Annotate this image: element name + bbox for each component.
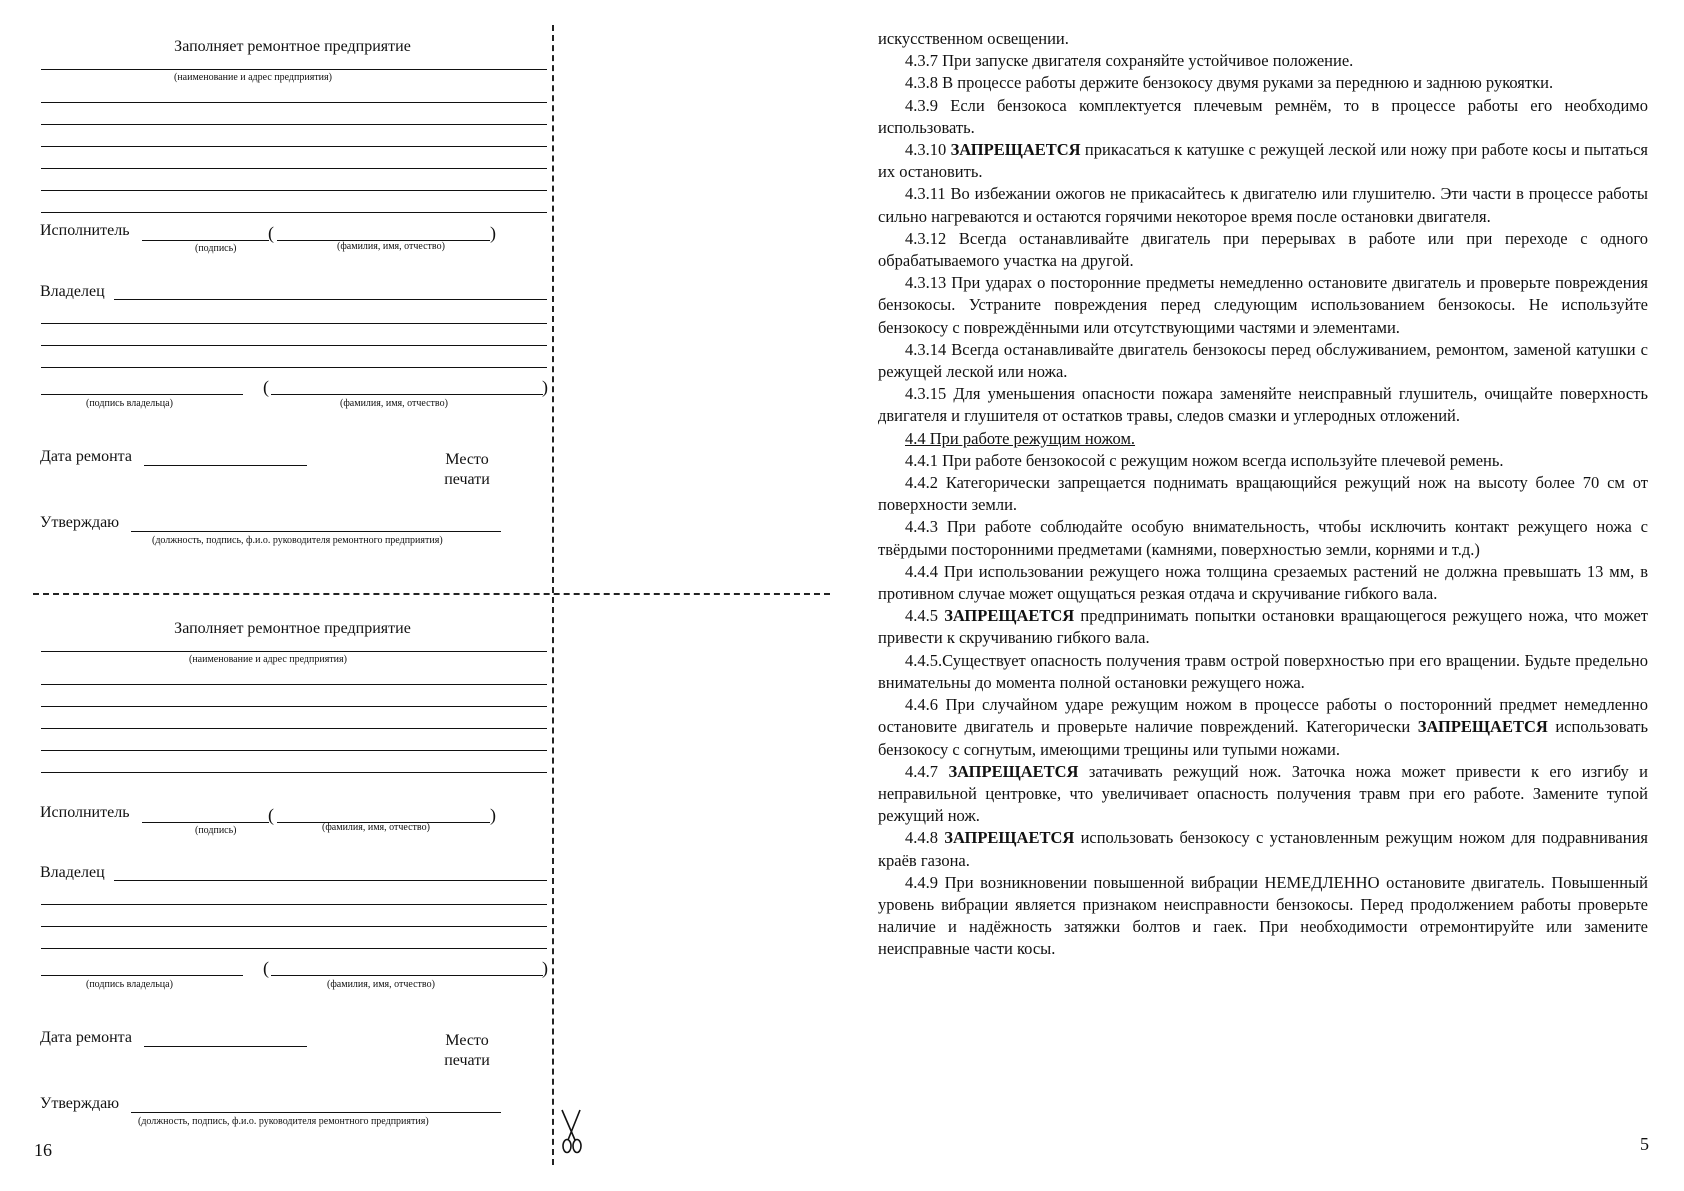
- paragraph: 4.4.3 При работе соблюдайте особую внимательность, чтобы исключить контакт режущего ножа с твёрдыми посторонними предметами (камнями, поверхностью земли, корнями и т.д.): [878, 517, 1648, 559]
- signature-caption: (подпись): [195, 825, 237, 836]
- owner-fio-line[interactable]: [271, 394, 543, 395]
- owner-label: Владелец: [40, 864, 105, 881]
- close-paren: ): [490, 223, 496, 243]
- enterprise-field-line[interactable]: [41, 190, 547, 191]
- clause-number: 4.4.7: [905, 761, 949, 781]
- owner-signature-caption: (подпись владельца): [86, 979, 173, 990]
- enterprise-field-line[interactable]: [41, 684, 547, 685]
- paragraph: 4.4.4 При использовании режущего ножа толщина срезаемых растений не должна превышать 13 мм, в противном случае может ощущаться резкая отдача и скручивание гибкого вала.: [878, 561, 1648, 604]
- scissors-icon: [558, 1108, 586, 1156]
- owner-field-line[interactable]: [41, 345, 547, 346]
- clause-number: 4.3.10: [905, 140, 951, 160]
- horizontal-cut-line: [33, 593, 830, 595]
- clause-text: прикасаться к катушке с режущей леской или ножу при работе косы и пытаться их остановить.: [878, 140, 1648, 182]
- owner-signature-caption: (подпись владельца): [86, 398, 173, 409]
- page-number-right: 5: [1640, 1134, 1649, 1154]
- page-number-left: 16: [34, 1140, 52, 1160]
- enterprise-field-line[interactable]: [41, 168, 547, 169]
- approve-line[interactable]: [131, 531, 501, 532]
- owner-field-line[interactable]: [114, 299, 547, 300]
- enterprise-field-line[interactable]: [41, 750, 547, 751]
- enterprise-field-line[interactable]: [41, 212, 547, 213]
- stamp-area: [432, 450, 502, 490]
- stamp-text-line2: печати: [444, 1052, 490, 1069]
- clause-text: 4.4.6 При случайном ударе режущим ножом в процессе работы о посторонний предмет немедленно остановите двигатель и проверьте наличие повреждений. Категорически: [878, 695, 1648, 737]
- enterprise-field-line[interactable]: [41, 102, 547, 103]
- owner-field-line[interactable]: [114, 880, 547, 881]
- approve-label: Утверждаю: [40, 514, 120, 531]
- enterprise-field-line[interactable]: [41, 772, 547, 773]
- owner-field-line[interactable]: [41, 948, 547, 949]
- paragraph: 4.3.11 Во избежании ожогов не прикасайтесь к двигателю или глушителю. Эти части в процессе работы сильно нагреваются и остаются горячими некоторое время после остановки двигателя.: [878, 184, 1648, 226]
- open-paren: (: [268, 805, 274, 825]
- paragraph: 4.3.15 Для уменьшения опасности пожара заменяйте неисправный глушитель, очищайте поверхность двигателя и глушителя от остатков травы, следов смазки и углеродных отложений.: [878, 384, 1648, 426]
- fio-caption: (фамилия, имя, отчество): [322, 822, 430, 833]
- stamp-text-line1: Место: [445, 1032, 489, 1049]
- paragraph: 4.3.8 В процессе работы держите бензокосу двумя руками за переднюю и заднюю рукоятки.: [905, 73, 1554, 93]
- warning-bold: ЗАПРЕЩАЕТСЯ: [944, 828, 1075, 848]
- open-paren: (: [263, 377, 269, 397]
- paragraph: 4.4.9 При возникновении повышенной вибрации НЕМЕДЛЕННО остановите двигатель. Повышенный уровень вибрации является признаком неисправности бензокосы. Перед продолжением работы проверьте наличие и надёжность затяжки болтов и гаек. При необходимости отремонтируйте или замените неисправные части косы.: [878, 872, 1648, 959]
- clause-text: предпринимать попытки остановки вращающегося режущего ножа, что может привести к скручиванию гибкого вала.: [878, 606, 1648, 648]
- paragraph: [878, 694, 1648, 761]
- enterprise-field-line[interactable]: [41, 651, 547, 652]
- paragraph: 4.3.9 Если бензокоса комплектуется плечевым ремнём, то в процессе работы его необходимо использовать.: [878, 95, 1648, 137]
- owner-label: Владелец: [40, 283, 105, 300]
- approve-line[interactable]: [131, 1112, 501, 1113]
- owner-fio-caption: (фамилия, имя, отчество): [327, 979, 435, 990]
- repair-date-label: Дата ремонта: [40, 448, 132, 465]
- stamp-text-line1: Место: [445, 451, 489, 468]
- close-paren: ): [542, 377, 548, 397]
- paragraph: 4.3.7 При запуске двигателя сохраняйте устойчивое положение.: [905, 51, 1354, 71]
- close-paren: ): [542, 958, 548, 978]
- enterprise-field-line[interactable]: [41, 706, 547, 707]
- owner-signature-line[interactable]: [41, 394, 243, 395]
- warning-bold: ЗАПРЕЩАЕТСЯ: [950, 140, 1081, 160]
- paragraph: 4.3.12 Всегда останавливайте двигатель при перерывах в работе или при переходе с одного обрабатываемого участка на другой.: [878, 228, 1648, 271]
- section-heading: 4.4 При работе режущим ножом.: [905, 428, 1136, 448]
- clause-text: использовать бензокосу с согнутым, имеющими трещины или тупыми ножами.: [878, 717, 1649, 759]
- paragraph: [878, 761, 1648, 828]
- approve-label: Утверждаю: [40, 1095, 120, 1112]
- warning-bold: ЗАПРЕЩАЕТСЯ: [948, 761, 1079, 781]
- owner-field-line[interactable]: [41, 926, 547, 927]
- owner-signature-line[interactable]: [41, 975, 243, 976]
- close-paren: ): [490, 805, 496, 825]
- executor-signature-line[interactable]: [142, 822, 269, 823]
- executor-signature-line[interactable]: [142, 240, 269, 241]
- clause-text: затачивать режущий нож. Заточка ножа может привести к его изгибу и неправильной центровке, что увеличивает опасность получения травм при его работе. Замените тупой режущий нож.: [878, 761, 1648, 826]
- paragraph: [878, 827, 1648, 871]
- owner-field-line[interactable]: [41, 323, 547, 324]
- approve-caption: (должность, подпись, ф.и.о. руководителя ремонтного предприятия): [138, 1116, 429, 1127]
- enterprise-caption: (наименование и адрес предприятия): [189, 654, 347, 665]
- paragraph: 4.4.1 При работе бензокосой с режущим ножом всегда используйте плечевой ремень.: [905, 450, 1504, 470]
- paragraph: [878, 139, 1648, 183]
- repair-date-line[interactable]: [144, 1046, 307, 1047]
- fio-caption: (фамилия, имя, отчество): [337, 241, 445, 252]
- owner-fio-line[interactable]: [271, 975, 543, 976]
- paragraph: 4.4.5.Существует опасность получения травм острой поверхностью при его вращении. Будьте предельно внимательны до момента полной остановки режущего ножа.: [878, 650, 1648, 692]
- repair-date-line[interactable]: [144, 465, 307, 466]
- vertical-cut-line: [552, 25, 554, 1165]
- enterprise-field-line[interactable]: [41, 728, 547, 729]
- executor-label: Исполнитель: [40, 804, 130, 821]
- paragraph: 4.4.2 Категорически запрещается поднимать вращающийся режущий нож на высоту более 70 см от поверхности земли.: [878, 473, 1648, 515]
- signature-caption: (подпись): [195, 243, 237, 254]
- enterprise-field-line[interactable]: [41, 124, 547, 125]
- paragraph: искусственном освещении.: [878, 29, 1069, 48]
- enterprise-caption: (наименование и адрес предприятия): [174, 72, 332, 83]
- right-page-text: [878, 28, 1648, 961]
- warning-bold: ЗАПРЕЩАЕТСЯ: [1417, 717, 1548, 737]
- form-title: Заполняет ремонтное предприятие: [174, 38, 411, 55]
- stamp-text-line2: печати: [444, 471, 490, 488]
- paragraph: 4.3.13 При ударах о посторонние предметы немедленно остановите двигатель и проверьте повреждения бензокосы. Устраните повреждения перед следующим использованием бензокосы. Не используйте бензокосу с повреждёнными или отсутствующими частями и элементами.: [878, 273, 1648, 337]
- owner-fio-caption: (фамилия, имя, отчество): [340, 398, 448, 409]
- warning-bold: ЗАПРЕЩАЕТСЯ: [944, 606, 1075, 626]
- owner-field-line[interactable]: [41, 904, 547, 905]
- clause-text: использовать бензокосу с установленным режущим ножом для подравнивания краёв газона.: [878, 828, 1648, 870]
- paragraph: 4.3.14 Всегда останавливайте двигатель бензокосы перед обслуживанием, ремонтом, заменой катушки с режущей леской или ножа.: [878, 339, 1648, 382]
- stamp-area: [432, 1031, 502, 1071]
- open-paren: (: [268, 223, 274, 243]
- clause-number: 4.4.8: [905, 828, 945, 848]
- approve-caption: (должность, подпись, ф.и.о. руководителя ремонтного предприятия): [152, 535, 443, 546]
- open-paren: (: [263, 958, 269, 978]
- enterprise-field-line[interactable]: [41, 69, 547, 70]
- repair-date-label: Дата ремонта: [40, 1029, 132, 1046]
- executor-label: Исполнитель: [40, 222, 130, 239]
- form-title: Заполняет ремонтное предприятие: [174, 620, 411, 637]
- clause-number: 4.4.5: [905, 606, 945, 626]
- enterprise-field-line[interactable]: [41, 146, 547, 147]
- owner-field-line[interactable]: [41, 367, 547, 368]
- paragraph: [878, 605, 1648, 649]
